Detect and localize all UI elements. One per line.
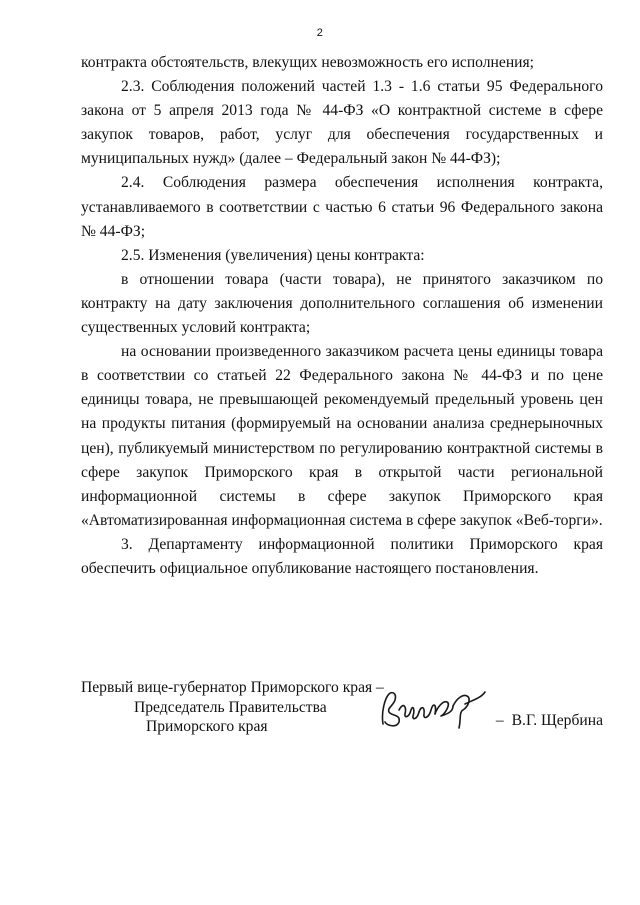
handwritten-signature: [377, 684, 489, 732]
paragraph-continuation: контракта обстоятельств, влекущих невозможность его исполнения;: [81, 54, 535, 71]
paragraph-2-5-item-1: в отношении товара (части товара), не принятого заказчиком по контракту на дату заключения дополнительного соглашения об изменении существенных условий контракта;: [81, 270, 603, 337]
signature-block: [81, 678, 603, 748]
signatory-name-line: [496, 711, 603, 731]
signatory-title-line-2: Председатель Правительства: [134, 698, 327, 716]
paragraph-2-4: 2.4. Соблюдения размера обеспечения исполнения контракта, устанавливаемого в соответствии с частью 6 статьи 96 Федерального закона № 44-ФЗ;: [81, 174, 603, 240]
signature-dash: –: [495, 712, 504, 729]
signatory-title-line-1: Первый вице-губернатор Приморского края –: [81, 679, 384, 696]
signatory-title-line-3: Приморского края: [146, 718, 268, 735]
paragraph-2-5-item-2: на основании произведенного заказчиком расчета цены единицы товара в соответствии со статьей 22 Федерального закона № 44-ФЗ и по цене единицы товара, не превышающей рекомендуемый предельный уровень цен на продукты питания (формируемый на основании анализа среднерыночных цен), публикуемый министерством по регулированию контрактной системы в сфере закупок Приморского края в открытой части региональной информационной системы в сфере закупок Приморского края «Автоматизированная информационная система в сфере закупок «Веб-торги».: [81, 343, 603, 529]
page-number: 2: [316, 27, 324, 39]
paragraph-3: 3. Департаменту информационной политики Приморского края обеспечить официальное опубликование настоящего постановления.: [81, 535, 603, 577]
paragraph-2-5: 2.5. Изменения (увеличения) цены контракта:: [121, 246, 425, 264]
signatory-title: [81, 678, 401, 737]
paragraph-2-3: 2.3. Соблюдения положений частей 1.3 - 1.6 статьи 95 Федерального закона от 5 апреля 2013 года № 44-ФЗ «О контрактной системе в сфере закупок товаров, работ, услуг для обеспечения государственных и муниципальных нужд» (далее – Федеральный закон № 44-ФЗ);: [81, 78, 603, 168]
signatory-name: В.Г. Щербина: [511, 712, 603, 729]
document-body: [81, 51, 603, 581]
